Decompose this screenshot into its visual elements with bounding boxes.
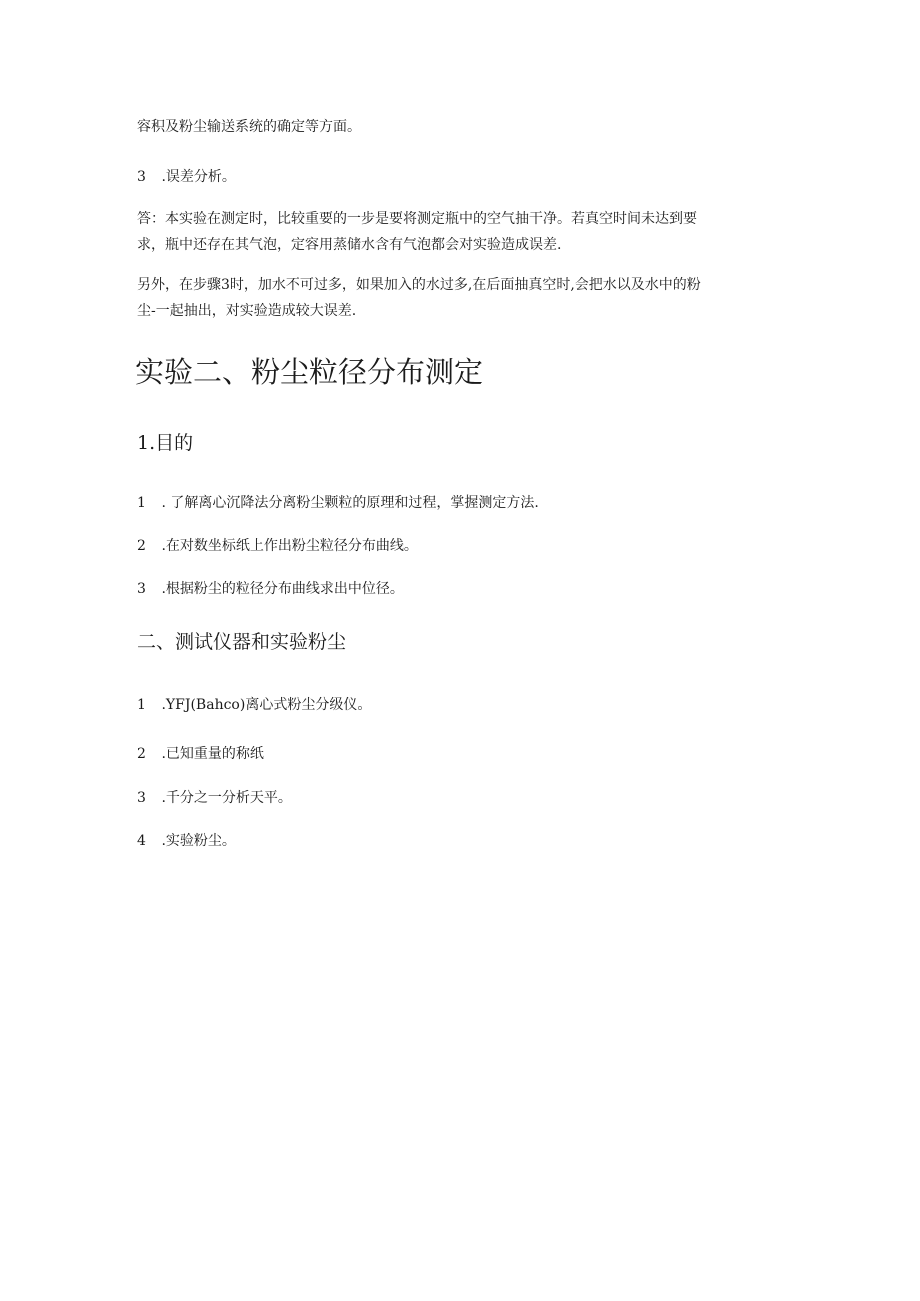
error-analysis-heading xyxy=(137,167,236,187)
purpose-heading: 1.目的 xyxy=(137,432,194,454)
purpose-item-number: 1 xyxy=(137,495,146,511)
purpose-item-number: 2 xyxy=(137,538,146,554)
instrument-item xyxy=(137,831,236,851)
instrument-item xyxy=(137,744,264,764)
instrument-item-text: .实验粉尘。 xyxy=(161,833,236,849)
extra-line-1: 另外，在步骤3时，加水不可过多，如果加入的水过多,在后面抽真空时,会把水以及水中的粉 xyxy=(137,277,701,293)
purpose-item xyxy=(137,579,404,599)
extra-line-2: 尘-一起抽出，对实验造成较大误差. xyxy=(137,303,357,319)
error-analysis-title: .误差分析。 xyxy=(161,169,236,185)
purpose-item-text: .根据粉尘的粒径分布曲线求出中位径。 xyxy=(161,581,404,597)
instrument-item xyxy=(137,695,371,715)
purpose-item-number: 3 xyxy=(137,581,146,597)
instrument-item-text: .千分之一分析天平。 xyxy=(161,790,292,806)
purpose-item xyxy=(137,493,539,513)
instrument-item-text: .已知重量的称纸 xyxy=(161,746,264,762)
instruments-heading: 二、测试仪器和实验粉尘 xyxy=(137,631,347,653)
answer-line-2: 求，瓶中还存在其气泡，定容用蒸储水含有气泡都会对实验造成误差. xyxy=(137,237,562,253)
error-analysis-number: 3 xyxy=(137,169,146,185)
instrument-item-text: .YFJ(Bahco)离心式粉尘分级仪。 xyxy=(161,697,372,713)
instrument-item-number: 2 xyxy=(137,746,146,762)
purpose-item-text: . 了解离心沉降法分离粉尘颗粒的原理和过程，掌握测定方法. xyxy=(161,495,539,511)
instrument-item-number: 4 xyxy=(137,833,146,849)
extra-paragraph xyxy=(137,272,777,324)
intro-line: 容积及粉尘输送系统的确定等方面。 xyxy=(137,119,361,135)
purpose-item xyxy=(137,536,418,556)
instrument-item-number: 3 xyxy=(137,790,146,806)
answer-line-1: 答：本实验在测定时，比较重要的一步是要将测定瓶中的空气抽干净。若真空时间未达到要 xyxy=(137,211,697,227)
purpose-item-text: .在对数坐标纸上作出粉尘粒径分布曲线。 xyxy=(161,538,418,554)
answer-paragraph xyxy=(137,206,777,258)
instrument-item xyxy=(137,788,292,808)
instrument-item-number: 1 xyxy=(137,697,146,713)
experiment-title: 实验二、粉尘粒径分布测定 xyxy=(135,355,484,389)
